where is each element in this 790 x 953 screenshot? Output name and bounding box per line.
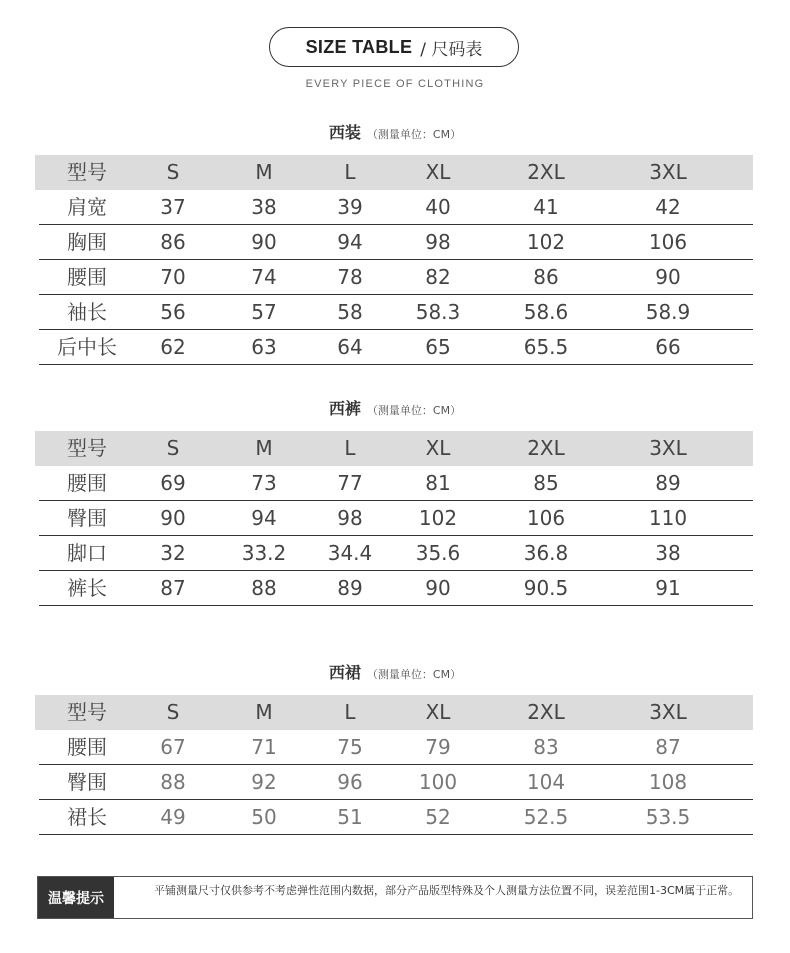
- table-cell: 53.5: [645, 805, 691, 829]
- table-cell: 86: [160, 230, 186, 254]
- table-cell: 90.5: [523, 576, 569, 600]
- column-header: S: [166, 160, 180, 184]
- table-row: [39, 536, 753, 571]
- table-cell: 87: [160, 576, 186, 600]
- table-cell: 90: [160, 506, 186, 530]
- table-row: [39, 501, 753, 536]
- table-row: [39, 295, 753, 330]
- row-label: 腰围: [67, 735, 107, 759]
- table-cell: 88: [160, 770, 186, 794]
- column-header: 型号: [67, 700, 107, 724]
- section-title-skirt: [0, 660, 790, 683]
- column-header: 型号: [67, 160, 107, 184]
- table-row: [39, 330, 753, 365]
- table-header-row: [35, 431, 753, 466]
- table-header-row: [35, 695, 753, 730]
- table-cell: 64: [337, 335, 363, 359]
- table-cell: 35.6: [415, 541, 461, 565]
- column-header: M: [255, 436, 273, 460]
- table-cell: 32: [160, 541, 186, 565]
- table-cell: 85: [533, 471, 559, 495]
- column-header: 2XL: [527, 436, 565, 460]
- column-header: M: [255, 160, 273, 184]
- table-cell: 71: [251, 735, 277, 759]
- table-row: [39, 800, 753, 835]
- row-label: 后中长: [57, 335, 117, 359]
- table-cell: 42: [655, 195, 681, 219]
- table-cell: 81: [425, 471, 451, 495]
- size-table-suit: [35, 155, 753, 365]
- table-cell: 89: [337, 576, 363, 600]
- table-cell: 52.5: [523, 805, 569, 829]
- column-header: 2XL: [527, 160, 565, 184]
- row-label: 腰围: [67, 265, 107, 289]
- column-header: 3XL: [649, 160, 687, 184]
- row-label: 裙长: [67, 805, 107, 829]
- row-label: 胸围: [67, 230, 107, 254]
- table-cell: 65: [425, 335, 451, 359]
- table-cell: 87: [655, 735, 681, 759]
- section-name: 西装: [328, 123, 361, 142]
- table-cell: 75: [337, 735, 363, 759]
- column-header: 3XL: [649, 700, 687, 724]
- table-cell: 106: [648, 230, 688, 254]
- table-cell: 86: [533, 265, 559, 289]
- table-row: [39, 225, 753, 260]
- table-cell: 92: [251, 770, 277, 794]
- column-header: 2XL: [527, 700, 565, 724]
- table-cell: 88: [251, 576, 277, 600]
- table-cell: 108: [648, 770, 688, 794]
- column-header: 3XL: [649, 436, 687, 460]
- table-cell: 98: [337, 506, 363, 530]
- row-label: 袖长: [67, 300, 107, 324]
- table-cell: 102: [526, 230, 566, 254]
- table-cell: 66: [655, 335, 681, 359]
- table-cell: 49: [160, 805, 186, 829]
- column-header: XL: [425, 700, 451, 724]
- table-cell: 38: [655, 541, 681, 565]
- table-row: [39, 466, 753, 501]
- table-cell: 58.6: [523, 300, 569, 324]
- section-unit: （测量单位：CM）: [366, 668, 462, 681]
- table-cell: 74: [251, 265, 277, 289]
- size-table-skirt: [35, 695, 753, 835]
- table-cell: 34.4: [327, 541, 373, 565]
- table-cell: 65.5: [523, 335, 569, 359]
- table-cell: 70: [160, 265, 186, 289]
- table-cell: 106: [526, 506, 566, 530]
- table-cell: 63: [251, 335, 277, 359]
- title-pill: [269, 27, 519, 67]
- column-header: S: [166, 700, 180, 724]
- notice-label: 温馨提示: [38, 877, 114, 918]
- column-header: L: [344, 436, 356, 460]
- column-header: XL: [425, 436, 451, 460]
- table-cell: 79: [425, 735, 451, 759]
- notice-text: 平铺测量尺寸仅供参考不考虑弹性范围内数据，部分产品版型特殊及个人测量方法位置不同，误差范围1-3CM属于正常。: [154, 884, 740, 897]
- table-header-row: [35, 155, 753, 190]
- column-header: L: [344, 700, 356, 724]
- column-header: L: [344, 160, 356, 184]
- table-cell: 38: [251, 195, 277, 219]
- section-title-trousers: [0, 396, 790, 419]
- row-label: 腰围: [67, 471, 107, 495]
- notice-box: [37, 876, 753, 919]
- table-cell: 91: [655, 576, 681, 600]
- table-cell: 94: [337, 230, 363, 254]
- table-cell: 78: [337, 265, 363, 289]
- row-label: 脚口: [67, 541, 107, 565]
- table-row: [39, 730, 753, 765]
- row-label: 臀围: [67, 506, 107, 530]
- table-row: [39, 571, 753, 606]
- row-label: 肩宽: [67, 195, 107, 219]
- column-header: M: [255, 700, 273, 724]
- table-cell: 40: [425, 195, 451, 219]
- row-label: 裤长: [67, 576, 107, 600]
- row-label: 臀围: [67, 770, 107, 794]
- table-cell: 37: [160, 195, 186, 219]
- section-unit: （测量单位：CM）: [366, 128, 462, 141]
- column-header: XL: [425, 160, 451, 184]
- table-cell: 90: [425, 576, 451, 600]
- table-cell: 58.3: [415, 300, 461, 324]
- section-title-suit: [0, 120, 790, 143]
- table-cell: 50: [251, 805, 277, 829]
- table-cell: 58.9: [645, 300, 691, 324]
- page-title: SIZE TABLE: [305, 36, 413, 57]
- table-cell: 73: [251, 471, 277, 495]
- table-cell: 51: [337, 805, 363, 829]
- table-cell: 58: [337, 300, 363, 324]
- table-cell: 102: [418, 506, 458, 530]
- table-row: [39, 190, 753, 225]
- table-cell: 67: [160, 735, 186, 759]
- table-cell: 104: [526, 770, 566, 794]
- size-table-trousers: [35, 431, 753, 606]
- section-name: 西裤: [328, 399, 361, 418]
- table-row: [39, 260, 753, 295]
- table-cell: 89: [655, 471, 681, 495]
- table-cell: 33.2: [241, 541, 287, 565]
- table-cell: 90: [655, 265, 681, 289]
- section-name: 西裙: [328, 663, 361, 682]
- table-cell: 56: [160, 300, 186, 324]
- table-cell: 82: [425, 265, 451, 289]
- table-cell: 96: [337, 770, 363, 794]
- table-cell: 41: [533, 195, 559, 219]
- column-header: S: [166, 436, 180, 460]
- table-cell: 39: [337, 195, 363, 219]
- column-header: 型号: [67, 436, 107, 460]
- table-cell: 52: [425, 805, 451, 829]
- table-cell: 83: [533, 735, 559, 759]
- table-cell: 77: [337, 471, 363, 495]
- table-cell: 110: [648, 506, 688, 530]
- page-subtitle: EVERY PIECE OF CLOTHING: [305, 78, 485, 90]
- table-cell: 90: [251, 230, 277, 254]
- table-cell: 98: [425, 230, 451, 254]
- table-row: [39, 765, 753, 800]
- table-cell: 57: [251, 300, 277, 324]
- page-title-cn: / 尺码表: [420, 39, 483, 60]
- table-cell: 94: [251, 506, 277, 530]
- table-cell: 69: [160, 471, 186, 495]
- section-unit: （测量单位：CM）: [366, 404, 462, 417]
- table-cell: 100: [418, 770, 458, 794]
- table-cell: 36.8: [523, 541, 569, 565]
- table-cell: 62: [160, 335, 186, 359]
